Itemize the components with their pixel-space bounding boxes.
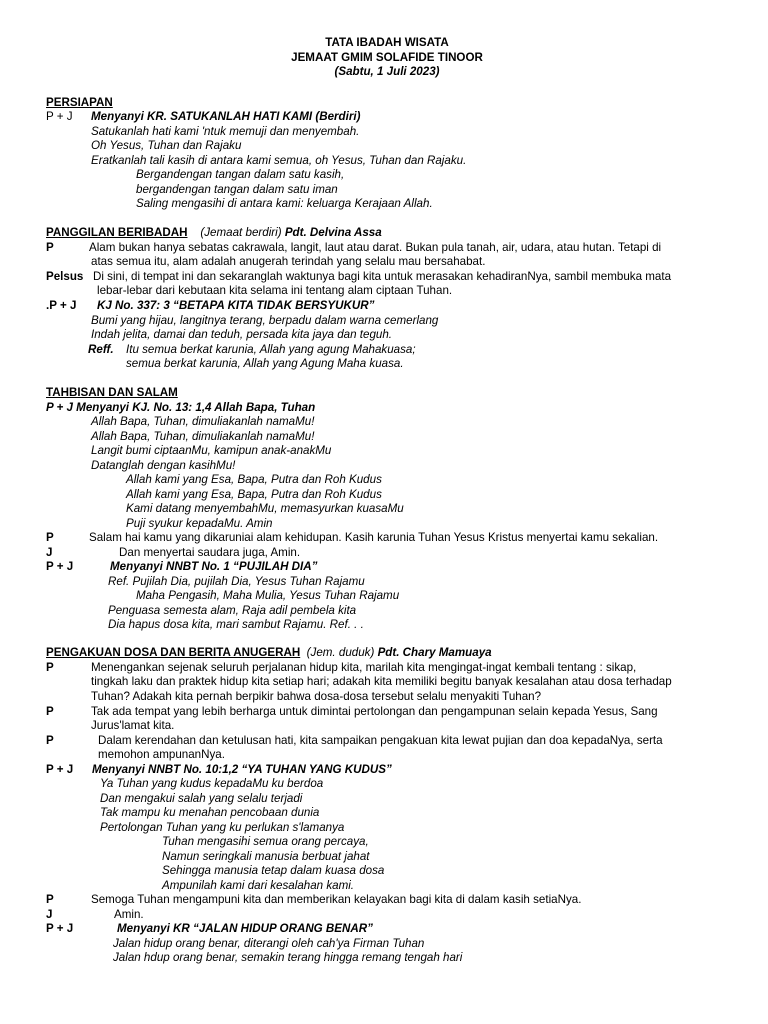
lyric-line: Dan mengakui salah yang selalu terjadi xyxy=(100,792,303,805)
section-heading-panggilan xyxy=(46,226,382,241)
role-label: P + J xyxy=(46,560,74,573)
doc-title: TATA IBADAH WISATA xyxy=(325,36,449,49)
doc-date: (Sabtu, 1 Juli 2023) xyxy=(334,65,440,79)
lyric-line: Tak mampu ku menahan pencobaan dunia xyxy=(100,806,320,819)
role-label: Pelsus xyxy=(46,270,84,283)
lyric-line: Saling mengasihi di antara kami: keluarga Kerajaan Allah. xyxy=(136,197,433,210)
role-label: P + J xyxy=(46,763,74,776)
lyric-line: Allah kami yang Esa, Bapa, Putra dan Roh Kudus xyxy=(126,488,382,501)
song-title: Menyanyi KR. SATUKANLAH HATI KAMI (Berdiri) xyxy=(91,110,361,123)
song-title: Menyanyi NNBT No. 10:1,2 “YA TUHAN YANG KUDUS” xyxy=(92,763,392,776)
heading-text: PENGAKUAN DOSA DAN BERITA ANUGERAH xyxy=(46,646,301,659)
lyric-line: Bergandengan tangan dalam satu kasih, xyxy=(136,168,345,181)
text-line: atas semua itu, alam adalah anugerah terindah yang selalu mau bersahabat. xyxy=(91,255,486,268)
lyric-line: Allah kami yang Esa, Bapa, Putra dan Roh Kudus xyxy=(126,473,382,486)
lyric-line: Ampunilah kami dari kesalahan kami. xyxy=(162,879,355,892)
heading-text: PANGGILAN BERIBADAH xyxy=(46,226,188,239)
lyric-line: Sehingga manusia tetap dalam kuasa dosa xyxy=(162,864,385,877)
text-line: Dan menyertai saudara juga, Amin. xyxy=(119,546,301,559)
lyric-line: Ref. Pujilah Dia, pujilah Dia, Yesus Tuhan Rajamu xyxy=(108,575,365,588)
doc-subtitle: JEMAAT GMIM SOLAFIDE TINOOR xyxy=(291,50,483,64)
role-label: P xyxy=(46,531,54,544)
lyric-line: Eratkanlah tali kasih di antara kami semua, oh Yesus, Tuhan dan Rajaku. xyxy=(91,154,467,167)
lyric-line: Jalan hdup orang benar, semakin terang hingga remang tengah hari xyxy=(113,951,463,964)
text-line: Dalam kerendahan dan ketulusan hati, kita sampaikan pengakuan kita lewat pujian dan doa kepadaNya, serta xyxy=(98,734,663,747)
lyric-line: Langit bumi ciptaanMu, kamipun anak-anakMu xyxy=(91,444,332,457)
text-line: Tak ada tempat yang lebih berharga untuk dimintai pertolongan dan pengampunan selain kepada Yesus, Sang xyxy=(91,705,658,718)
role-label: J xyxy=(46,908,53,921)
text-line: Amin. xyxy=(114,908,144,921)
lyric-line: Allah Bapa, Tuhan, dimuliakanlah namaMu! xyxy=(91,415,315,428)
lyric-line: Kami datang menyembahMu, memasyurkan kuasaMu xyxy=(126,502,404,515)
lyric-line: Namun seringkali manusia berbuat jahat xyxy=(162,850,370,863)
leader-name: Pdt. Delvina Assa xyxy=(284,226,382,239)
lyric-line: Satukanlah hati kami 'ntuk memuji dan menyembah. xyxy=(91,125,360,138)
lyric-line: Itu semua berkat karunia, Allah yang agung Mahakuasa; xyxy=(126,343,416,356)
role-label: P xyxy=(46,893,54,906)
lyric-line: Indah jelita, damai dan teduh, persada kita jaya dan teguh. xyxy=(91,328,393,341)
text-line: Tuhan? Adakah kita pernah berpikir bahwa dosa-dosa tersebut selalu menyakiti Tuhan? xyxy=(91,690,542,703)
reff-label: Reff. xyxy=(88,343,114,356)
posture-note: (Jemaat berdiri) xyxy=(200,226,282,239)
lyric-line: Ya Tuhan yang kudus kepadaMu ku berdoa xyxy=(100,777,324,790)
lyric-line: Bumi yang hijau, langitnya terang, berpadu dalam warna cemerlang xyxy=(91,314,439,327)
song-title: Menyanyi NNBT No. 1 “PUJILAH DIA” xyxy=(110,560,318,573)
lyric-line: Penguasa semesta alam, Raja adil pembela kita xyxy=(108,604,357,617)
lyric-line: Oh Yesus, Tuhan dan Rajaku xyxy=(91,139,242,152)
role-label: P xyxy=(46,661,54,674)
section-heading-persiapan: PERSIAPAN xyxy=(46,96,113,109)
text-line: Jurus'lamat kita. xyxy=(91,719,175,732)
text-line: Alam bukan hanya sebatas cakrawala, langit, laut atau darat. Bukan pula tanah, air, udara, atau hutan. Tetapi di xyxy=(89,241,662,254)
lyric-line: Tuhan mengasihi semua orang percaya, xyxy=(162,835,369,848)
song-title: Menyanyi KR “JALAN HIDUP ORANG BENAR” xyxy=(117,922,373,935)
song-title: P + J Menyanyi KJ. No. 13: 1,4 Allah Bapa, Tuhan xyxy=(46,401,316,414)
lyric-line: Pertolongan Tuhan yang ku perlukan s'lamanya xyxy=(100,821,345,834)
lyric-line: Jalan hidup orang benar, diterangi oleh cah'ya Firman Tuhan xyxy=(113,937,425,950)
posture-note: (Jem. duduk) xyxy=(306,646,375,659)
role-label: .P + J xyxy=(46,299,77,312)
lyric-line: Datanglah dengan kasihMu! xyxy=(91,459,236,472)
role-label: P xyxy=(46,705,54,718)
text-line: tingkah laku dan praktek hidup kita setiap hari; adakah kita memiliki begitu banyak kesalahan atau dosa terhadap xyxy=(91,675,672,688)
lyric-line: Allah Bapa, Tuhan, dimuliakanlah namaMu! xyxy=(91,430,315,443)
section-heading-pengakuan xyxy=(46,646,492,661)
role-label: J xyxy=(46,546,53,559)
document-page xyxy=(46,36,728,80)
role-label: P + J xyxy=(46,110,73,123)
song-title: KJ No. 337: 3 “BETAPA KITA TIDAK BERSYUKUR” xyxy=(97,299,375,312)
leader-name: Pdt. Chary Mamuaya xyxy=(377,646,492,659)
text-line: Semoga Tuhan mengampuni kita dan memberikan kelayakan bagi kita di dalam kasih setiaNya. xyxy=(91,893,582,906)
role-label: P + J xyxy=(46,922,74,935)
lyric-line: Puji syukur kepadaMu. Amin xyxy=(126,517,273,530)
lyric-line: Maha Pengasih, Maha Mulia, Yesus Tuhan Rajamu xyxy=(136,589,400,602)
lyric-line: semua berkat karunia, Allah yang Agung Maha kuasa. xyxy=(126,357,404,370)
lyric-line: bergandengan tangan dalam satu iman xyxy=(136,183,338,196)
role-label: P xyxy=(46,241,54,254)
text-line: lebar-lebar dari kebutaan kita selama ini tentang alam ciptaan Tuhan. xyxy=(97,284,453,297)
document-header xyxy=(46,36,728,80)
role-label: P xyxy=(46,734,54,747)
text-line: Menengankan sejenak seluruh perjalanan hidup kita, marilah kita mengingat-ingat kembali tentang : sikap, xyxy=(91,661,637,674)
text-line: Di sini, di tempat ini dan sekaranglah waktunya bagi kita untuk merasakan kehadiranNya, sambil membuka mata xyxy=(93,270,672,283)
section-heading-tahbisan: TAHBISAN DAN SALAM xyxy=(46,386,178,399)
text-line: memohon ampunanNya. xyxy=(98,748,225,761)
text-line: Salam hai kamu yang dikaruniai alam kehidupan. Kasih karunia Tuhan Yesus Kristus menyertai kamu sekalian. xyxy=(89,531,659,544)
lyric-line: Dia hapus dosa kita, mari sambut Rajamu. Ref. . . xyxy=(108,618,364,631)
